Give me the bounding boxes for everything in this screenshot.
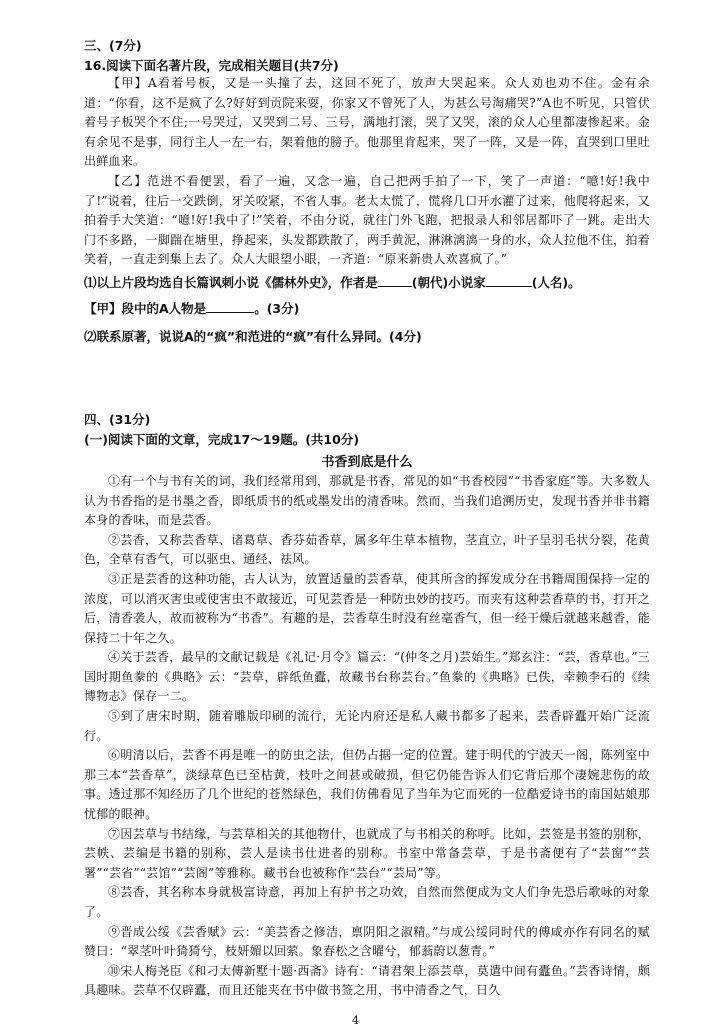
q2-text-a: 【甲】段中的A人物是 [84, 300, 207, 316]
article-paragraph: ⑨晋成公绥《芸香赋》云：“美芸香之修洁，禀阴阳之淑精。”与成公绥同时代的傅咸亦作有同名的赋赞曰：“翠茎叶叶猗猗兮，枝妍媚以回萦。象春松之含曜兮，郁蓊蔚以葱青。” [84, 924, 650, 959]
question-16-2: ⑵联系原著，说说A的“疯”和范进的“疯”有什么异同。(4分) [84, 328, 422, 344]
answer-space [84, 348, 650, 410]
article-paragraph: ③正是芸香的这种功能，古人认为，放置适量的芸香草，使其所含的挥发成分在书籍周围保持一定的浓度，可以消灭害虫或使害虫不敢接近，可见芸香是一种防虫妙的技巧。而夹有这种芸香草的书，打开之后，清香袭人，故而被称为“书香”。有趣的是，芸香草生时没有丝毫香气，但一经干燥后就越来越香，能保持二十年之久。 [84, 571, 650, 645]
section-four-heading: 四、(31分) [84, 411, 151, 427]
excerpt-yi: 【乙】范进不看便罢，看了一遍，又念一遍，自己把两手拍了一下，笑了一声道：“噫!好!我中了!”说着，往后一交跌倒，牙关咬紧，不省人事。老太太慌了，慌将几口开水灌了过来，他爬将起来，又拍着手大笑道：“噫!好!我中了!”笑着，不由分说，就往门外飞跑，把报录人和邻居都吓了一跳。走出大门不多路，一脚踹在塘里，挣起来，头发都跌散了，两手黄泥，淋淋漓漓一身的水，众人拉他不住，拍着笑着，一直走到集上去了。众人大眼望小眼，一齐道：“原来新贵人欢喜疯了。” [84, 173, 650, 267]
dynasty-blank[interactable] [378, 273, 412, 287]
article-paragraph: ⑤到了唐宋时期，随着雕版印刷的流行，无论内府还是私人藏书都多了起来，芸香辟蠹开始广泛流行。 [84, 709, 650, 743]
person-blank[interactable] [206, 299, 254, 313]
exam-page [84, 36, 650, 1001]
article-paragraph: ⑦因芸草与书结缘，与芸草相关的其他物什，也就成了与书相关的称呼。比如，芸签是书签的别称，芸帙、芸编是书籍的别称，芸人是读书仕进者的别称。书室中常备芸草，于是书斋便有了“芸窗”“芸署”“芸省”“芸馆”“芸阁”等雅称。藏书台也被称作“芸台”“芸局”等。 [84, 826, 650, 880]
q1-text-a: ⑴以上片段均选自长篇讽刺小说《儒林外史》，作者是 [84, 274, 378, 290]
article-paragraph: ⑩宋人梅尧臣《和刁太傅新墅十题·西斋》诗有：“请君架上添芸草，莫遣中间有蠹鱼。”芸香诗情，颇具趣味。芸草不仅辟蠹，而且还能夹在书中做书签之用，书中清香之气，日久 [84, 963, 650, 998]
excerpt-jia: 【甲】A看着号板，又是一头撞了去，这回不死了，放声大哭起来。众人劝也劝不住。金有余道：“你看，这不是疯了么?好好到贡院来耍，你家又不曾死了人，为甚么号淘痛哭?”A也不听见，只管伏着号子板哭个不住;一号哭过，又哭到二号、三号，满地打滚，哭了又哭，滚的众人心里都凄惨起来。金有余见不是事，同行主人一左一右，架着他的膀子。他那里肯起来，哭了一阵，又是一阵，直哭到口里吐出鲜血来。 [84, 76, 650, 169]
article-paragraph: ④关于芸香，最早的文献记载是《礼记·月令》篇云：“(仲冬之月)芸始生。”郑玄注：“芸，香草也。”三国时期鱼豢的《典略》云：“芸草，辟纸鱼蠹，故藏书台称芸台。”鱼豢的《典略》已佚，幸赖李石的《续博物志》保存一二。 [84, 650, 650, 704]
question-16-1 [84, 272, 650, 294]
q1-text-b: (朝代)小说家 [411, 274, 486, 290]
q2-text-b: 。(3分) [254, 300, 300, 316]
question-16-title: 16.阅读下面名著片段，完成相关题目(共7分) [84, 58, 339, 73]
article-title: 书香到底是什么 [321, 454, 413, 470]
question-17-19-title: (一)阅读下面的文章，完成17～19题。(共10分) [84, 431, 360, 447]
author-blank[interactable] [486, 273, 532, 287]
question-16-a-person [84, 298, 650, 320]
page-number: 4 [352, 1014, 359, 1027]
q1-text-c: (人名)。 [531, 274, 581, 290]
article-paragraph: ⑧芸香，其名称本身就极富诗意，再加上有护书之功效，自然而然便成为文人们争先恐后歌咏的对象了。 [84, 885, 650, 919]
section-three-heading: 三、(7分) [84, 38, 142, 53]
article-paragraph: ①有一个与书有关的词，我们经常用到，那就是书香，常见的如“书香校园”“书香家庭”等。大多数人认为书香指的是书墨之香，即纸质书的纸或墨发出的清香味。然而，当我们追溯历史，发现书香并非书籍本身的香味，而是芸香。 [84, 473, 650, 528]
article-paragraph: ②芸香，又称芸香草、诸葛草、香芬茹香草，属多年生草本植物，茎直立，叶子呈羽毛状分裂，花黄色，全草有香气，可以驱虫、通经、祛风。 [84, 532, 650, 567]
article-paragraph: ⑥明清以后，芸香不再是唯一的防虫之法，但仍占据一定的位置。建于明代的宁波天一阁，陈列室中那三本“芸香草”，淡绿草色已至枯黄，枝叶之间甚或破损，但它仍能告诉人们它背后那个凄婉悲伤的故事。透过那不知经历了几个世纪的苍然绿色，我们仿佛看见了当年为它而死的一位酷爱诗书的南国姑娘那忧郁的眼神。 [84, 748, 650, 822]
